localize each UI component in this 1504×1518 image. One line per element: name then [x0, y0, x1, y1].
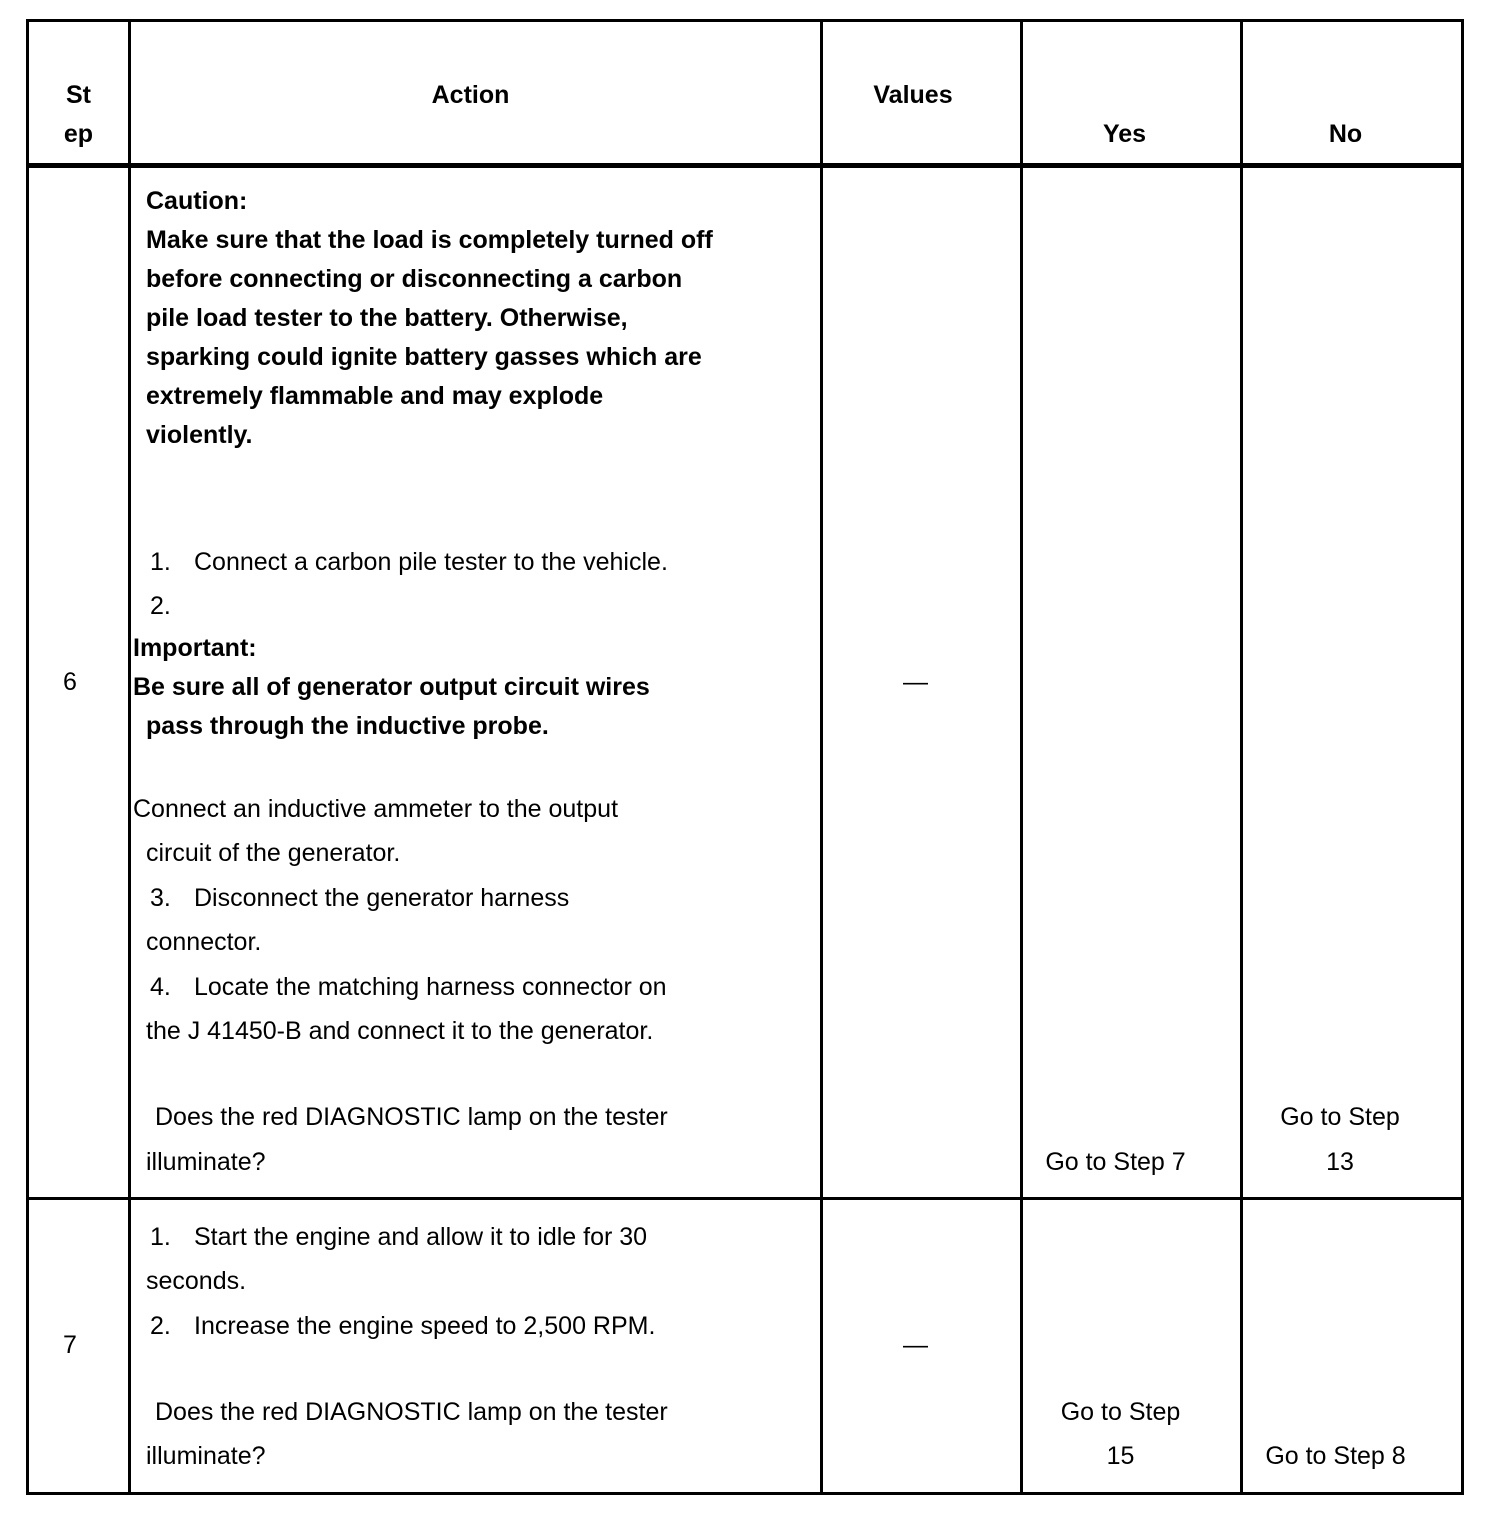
question-text: illuminate? — [146, 1148, 266, 1176]
caution-text-line: violently. — [146, 421, 253, 449]
question-text: illuminate? — [146, 1442, 266, 1470]
header-step-line2: ep — [63, 120, 94, 148]
no-cell-line: 13 — [1326, 1148, 1354, 1176]
list-item-text: Increase the engine speed to 2,500 RPM. — [194, 1312, 656, 1340]
step-number: 6 — [63, 668, 77, 696]
column-divider-action — [820, 19, 823, 1495]
yes-cell: Go to Step 7 — [1045, 1148, 1186, 1176]
list-number: 1. — [150, 548, 171, 576]
column-divider-yes — [1240, 19, 1243, 1495]
caution-title: Caution: — [146, 187, 248, 215]
values-cell: — — [903, 1331, 928, 1359]
yes-cell-line: 15 — [1106, 1442, 1135, 1470]
caution-text-line: pile load tester to the battery. Otherwise, — [146, 304, 628, 332]
list-number: 2. — [150, 592, 171, 620]
header-action: Action — [431, 81, 510, 109]
list-item-text: Start the engine and allow it to idle for 30 — [194, 1223, 648, 1251]
list-item-text: circuit of the generator. — [146, 839, 401, 867]
table-border-top — [26, 19, 1464, 22]
question-text: Does the red DIAGNOSTIC lamp on the tester — [155, 1103, 668, 1131]
list-number: 1. — [150, 1223, 171, 1251]
header-step-line1: St — [66, 81, 91, 109]
important-text-line: pass through the inductive probe. — [146, 712, 549, 740]
no-cell: Go to Step 8 — [1265, 1442, 1406, 1470]
list-item-text: Connect a carbon pile tester to the vehicle. — [194, 548, 668, 576]
no-cell-line: Go to Step — [1280, 1103, 1400, 1131]
step-number: 7 — [63, 1331, 77, 1359]
header-no: No — [1328, 120, 1363, 148]
header-values: Values — [873, 81, 953, 109]
table-border-right — [1461, 19, 1464, 1495]
list-item-text: seconds. — [146, 1267, 247, 1295]
header-divider — [26, 163, 1464, 168]
row-divider — [26, 1197, 1464, 1200]
important-title: Important: — [133, 634, 257, 662]
caution-text-line: extremely flammable and may explode — [146, 382, 604, 410]
list-item-text: Locate the matching harness connector on — [194, 973, 667, 1001]
list-item-text: connector. — [146, 928, 262, 956]
list-number: 4. — [150, 973, 171, 1001]
caution-text-line: sparking could ignite battery gasses which are — [146, 343, 702, 371]
list-number: 3. — [150, 884, 171, 912]
important-text-line: Be sure all of generator output circuit wires — [133, 673, 650, 701]
column-divider-step — [128, 19, 131, 1495]
table-border-left — [26, 19, 29, 1495]
list-item-text: the J 41450-B and connect it to the generator. — [146, 1017, 654, 1045]
header-yes: Yes — [1102, 120, 1147, 148]
table-border-bottom — [26, 1492, 1464, 1495]
values-cell: — — [903, 668, 928, 696]
caution-text-line: before connecting or disconnecting a carbon — [146, 265, 683, 293]
list-number: 2. — [150, 1312, 171, 1340]
question-text: Does the red DIAGNOSTIC lamp on the tester — [155, 1398, 668, 1426]
caution-text-line: Make sure that the load is completely turned off — [146, 226, 713, 254]
yes-cell-line: Go to Step — [1060, 1398, 1181, 1426]
column-divider-values — [1020, 19, 1023, 1495]
list-item-text: Connect an inductive ammeter to the output — [133, 795, 619, 823]
list-item-text: Disconnect the generator harness — [194, 884, 570, 912]
